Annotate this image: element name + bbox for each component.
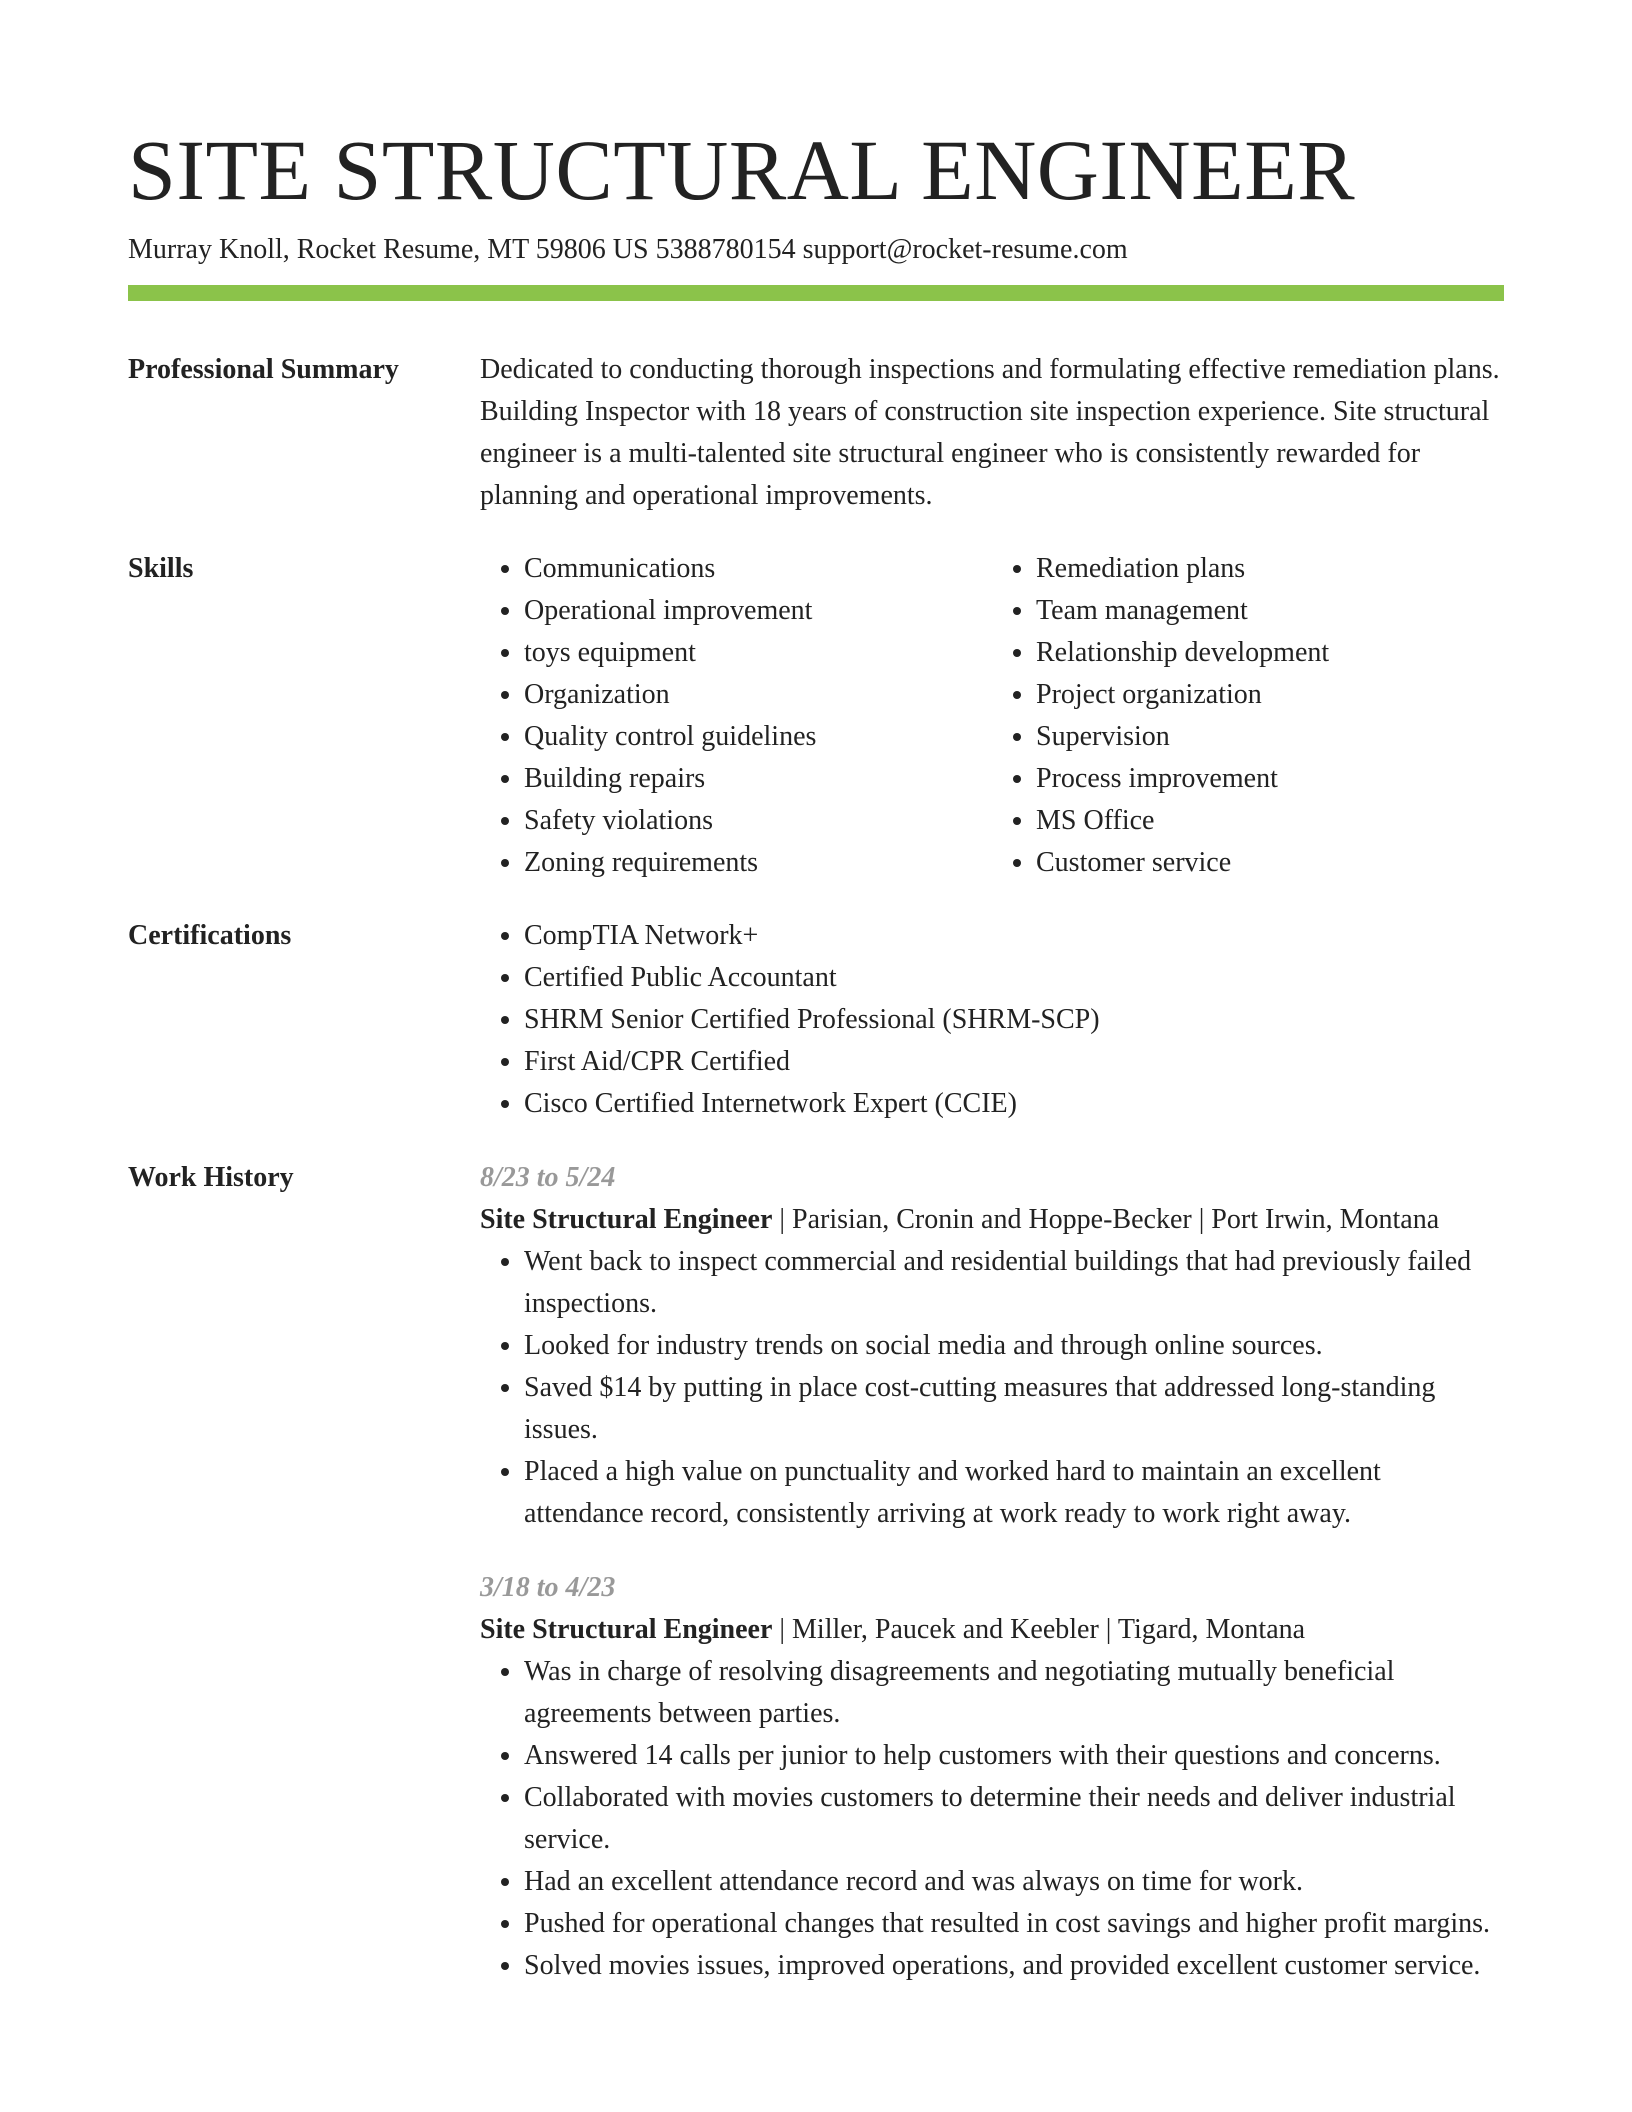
certification-item: • Cisco Certified Internetwork Expert (CCIE) — [524, 1083, 1504, 1125]
skills-list-right — [992, 548, 1504, 884]
work-history-body — [480, 1157, 1504, 1987]
job-heading — [480, 1199, 1504, 1241]
skills-body — [480, 548, 1504, 884]
job-title: Site Structural Engineer — [480, 1204, 773, 1235]
job-bullet: • Placed a high value on punctuality and worked hard to maintain an excellent attendance record, consistently arriving at work ready to work right away. — [524, 1451, 1504, 1535]
skill-item: • Project organization — [1036, 674, 1504, 716]
contact-line — [128, 230, 1128, 270]
job-bullet: • Answered 14 calls per junior to help customers with their questions and concerns. — [524, 1735, 1504, 1777]
skill-item: • Customer service — [1036, 842, 1504, 884]
skill-item: • Safety violations — [524, 800, 992, 842]
summary-body — [480, 349, 1504, 517]
job-bullet: • Went back to inspect commercial and residential buildings that had previously failed inspections. — [524, 1241, 1504, 1325]
certifications-list — [480, 915, 1504, 1125]
job-entry — [480, 1157, 1504, 1535]
job-dates: 8/23 to 5/24 — [480, 1162, 616, 1193]
skill-item: • Building repairs — [524, 758, 992, 800]
job-title: Site Structural Engineer — [480, 1614, 773, 1645]
job-bullet: • Solved movies issues, improved operations, and provided excellent customer service. — [524, 1945, 1504, 1987]
skill-item: • Supervision — [1036, 716, 1504, 758]
job-bullet: • Had an excellent attendance record and was always on time for work. — [524, 1861, 1504, 1903]
contact-phone: 5388780154 — [655, 234, 796, 265]
certification-item: • First Aid/CPR Certified — [524, 1041, 1504, 1083]
skill-item: • MS Office — [1036, 800, 1504, 842]
job-details: | Parisian, Cronin and Hoppe-Becker | Port Irwin, Montana — [772, 1204, 1440, 1235]
skill-item: • Team management — [1036, 590, 1504, 632]
skill-item: • Operational improvement — [524, 590, 992, 632]
skill-item: • Quality control guidelines — [524, 716, 992, 758]
job-bullet: • Looked for industry trends on social media and through online sources. — [524, 1325, 1504, 1367]
certification-item: • SHRM Senior Certified Professional (SHRM-SCP) — [524, 999, 1504, 1041]
job-bullet: • Pushed for operational changes that resulted in cost savings and higher profit margins. — [524, 1903, 1504, 1945]
summary-label: Professional Summary — [128, 354, 399, 385]
job-bullet: • Was in charge of resolving disagreements and negotiating mutually beneficial agreements between parties. — [524, 1651, 1504, 1735]
skill-item: • Organization — [524, 674, 992, 716]
job-details: | Miller, Paucek and Keebler | Tigard, Montana — [772, 1614, 1306, 1645]
job-bullet: • Collaborated with movies customers to determine their needs and deliver industrial service. — [524, 1777, 1504, 1861]
certifications-label: Certifications — [128, 920, 292, 951]
job-dates: 3/18 to 4/23 — [480, 1572, 616, 1603]
contact-email: support@rocket-resume.com — [802, 234, 1128, 265]
certification-item: • CompTIA Network+ — [524, 915, 1504, 957]
job-bullet: • Saved $14 by putting in place cost-cutting measures that addressed long-standing issues. — [524, 1367, 1504, 1451]
summary-text: Dedicated to conducting thorough inspections and formulating effective remediation plans. Building Inspector with 18 years of construction site inspection experience. Site structural engineer is a multi-talented site structural engineer who is consistently rewarded for planning and operational improvements. — [480, 354, 1500, 511]
contact-address: Murray Knoll, Rocket Resume, MT 59806 US — [128, 234, 649, 265]
skill-item: • Remediation plans — [1036, 548, 1504, 590]
skill-item: • Process improvement — [1036, 758, 1504, 800]
skills-label: Skills — [128, 553, 194, 584]
certifications-body — [480, 915, 1504, 1125]
resume-title: SITE STRUCTURAL ENGINEER — [128, 122, 1356, 218]
header-accent-rule — [128, 285, 1504, 301]
skill-item: • Relationship development — [1036, 632, 1504, 674]
skills-list-left — [480, 548, 992, 884]
job-heading — [480, 1609, 1504, 1651]
work-history-label: Work History — [128, 1162, 294, 1193]
skill-item: • Communications — [524, 548, 992, 590]
job-entry — [480, 1567, 1504, 1987]
skill-item: • toys equipment — [524, 632, 992, 674]
skill-item: • Zoning requirements — [524, 842, 992, 884]
job-bullet-list — [480, 1651, 1504, 1987]
certification-item: • Certified Public Accountant — [524, 957, 1504, 999]
job-bullet-list — [480, 1241, 1504, 1535]
skills-grid — [480, 548, 1504, 884]
